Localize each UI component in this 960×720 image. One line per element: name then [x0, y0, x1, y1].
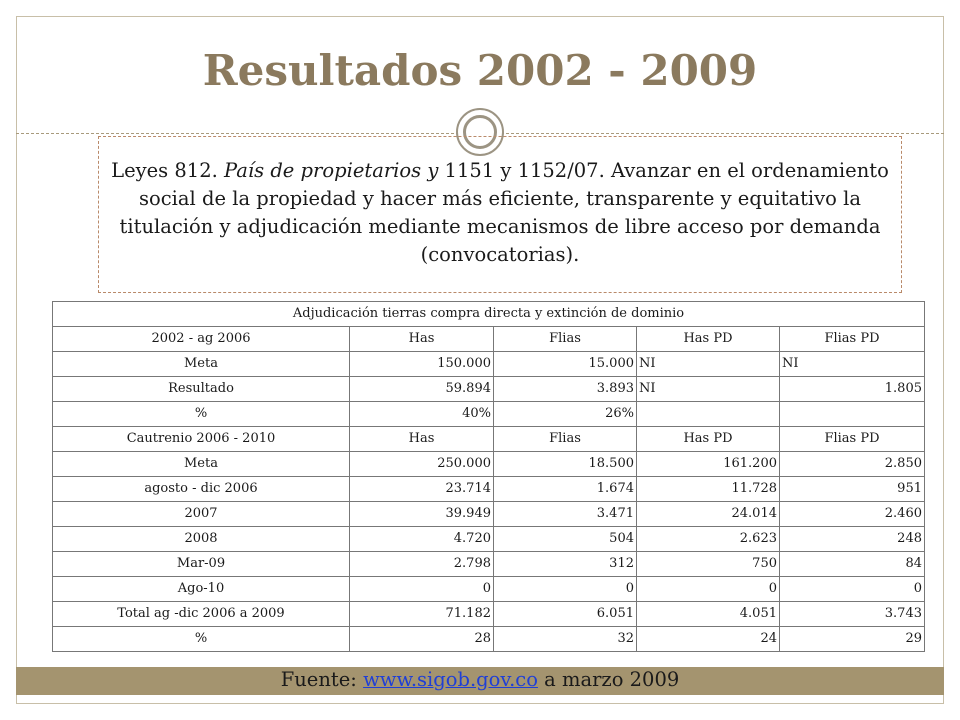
table-header-row: [53, 427, 925, 452]
table-cell: 11.728: [637, 477, 780, 502]
intro-text-italic: País de propietarios y: [224, 159, 439, 182]
table-cell: [637, 402, 780, 427]
table-cell: 1.805: [780, 377, 925, 402]
table-row: [53, 377, 925, 402]
table-row: [53, 402, 925, 427]
row-label: Meta: [53, 352, 350, 377]
table-cell: 0: [350, 577, 494, 602]
header-cell: Cautrenio 2006 - 2010: [53, 427, 350, 452]
table-cell: NI: [637, 352, 780, 377]
intro-text-box: [98, 136, 902, 293]
table-cell: 2.460: [780, 502, 925, 527]
table-row: [53, 352, 925, 377]
header-cell: Has: [350, 427, 494, 452]
row-label: Meta: [53, 452, 350, 477]
source-link[interactable]: www.sigob.gov.co: [363, 668, 538, 691]
intro-text-part1: Leyes 812.: [111, 159, 225, 182]
table-cell: 2.623: [637, 527, 780, 552]
header-cell: Flias PD: [780, 327, 925, 352]
table-cell: 504: [494, 527, 637, 552]
row-label: 2008: [53, 527, 350, 552]
table-cell: 24.014: [637, 502, 780, 527]
header-cell: 2002 - ag 2006: [53, 327, 350, 352]
table-cell: 4.051: [637, 602, 780, 627]
table-row: [53, 577, 925, 602]
table-cell: 312: [494, 552, 637, 577]
table-cell: 32: [494, 627, 637, 652]
table-header-row: [53, 327, 925, 352]
table-cell: [780, 402, 925, 427]
row-label: agosto - dic 2006: [53, 477, 350, 502]
table-row: [53, 627, 925, 652]
table-cell: 28: [350, 627, 494, 652]
slide-title: Resultados 2002 - 2009: [202, 46, 758, 95]
table-row: [53, 502, 925, 527]
table-cell: 6.051: [494, 602, 637, 627]
table-title-row: [53, 302, 925, 327]
table-cell: 24: [637, 627, 780, 652]
footer-prefix: Fuente:: [280, 668, 364, 691]
table-cell: 951: [780, 477, 925, 502]
table-cell: 29: [780, 627, 925, 652]
header-cell: Flias: [494, 427, 637, 452]
table-cell: 39.949: [350, 502, 494, 527]
table-cell: 1.674: [494, 477, 637, 502]
table-cell: 750: [637, 552, 780, 577]
table-cell: 248: [780, 527, 925, 552]
header-cell: Flias: [494, 327, 637, 352]
header-cell: Has PD: [637, 327, 780, 352]
row-label: %: [53, 627, 350, 652]
table-title: Adjudicación tierras compra directa y extinción de dominio: [53, 302, 925, 327]
table-row: [53, 602, 925, 627]
results-table: [52, 301, 925, 652]
row-label: Resultado: [53, 377, 350, 402]
table-cell: 3.893: [494, 377, 637, 402]
table-row: [53, 552, 925, 577]
table-row: [53, 527, 925, 552]
table-cell: 3.471: [494, 502, 637, 527]
footer-source: [0, 665, 960, 695]
table-cell: 161.200: [637, 452, 780, 477]
table-cell: 71.182: [350, 602, 494, 627]
header-cell: Has: [350, 327, 494, 352]
table-cell: 2.850: [780, 452, 925, 477]
row-label: Ago-10: [53, 577, 350, 602]
table-cell: 4.720: [350, 527, 494, 552]
header-cell: Has PD: [637, 427, 780, 452]
table-cell: 0: [494, 577, 637, 602]
table-cell: 23.714: [350, 477, 494, 502]
table-cell: 2.798: [350, 552, 494, 577]
table-row: [53, 452, 925, 477]
table-cell: NI: [780, 352, 925, 377]
intro-text-part2: 1151 y 1152/07. Avanzar en el ordenamiento social de la propiedad y hacer más eficiente, transparente y equitativo la titulación y adjudicación mediante mecanismos de libre acceso por demanda (convocatorias).: [119, 159, 889, 266]
table-cell: NI: [637, 377, 780, 402]
row-label: Total ag -dic 2006 a 2009: [53, 602, 350, 627]
table-cell: 250.000: [350, 452, 494, 477]
table-row: [53, 477, 925, 502]
table-cell: 18.500: [494, 452, 637, 477]
table-cell: 84: [780, 552, 925, 577]
header-cell: Flias PD: [780, 427, 925, 452]
table-cell: 59.894: [350, 377, 494, 402]
table-cell: 0: [780, 577, 925, 602]
footer-suffix: a marzo 2009: [537, 668, 680, 691]
table-cell: 0: [637, 577, 780, 602]
table-cell: 26%: [494, 402, 637, 427]
row-label: 2007: [53, 502, 350, 527]
table-cell: 150.000: [350, 352, 494, 377]
table-cell: 15.000: [494, 352, 637, 377]
row-label: %: [53, 402, 350, 427]
table-cell: 3.743: [780, 602, 925, 627]
row-label: Mar-09: [53, 552, 350, 577]
table-cell: 40%: [350, 402, 494, 427]
